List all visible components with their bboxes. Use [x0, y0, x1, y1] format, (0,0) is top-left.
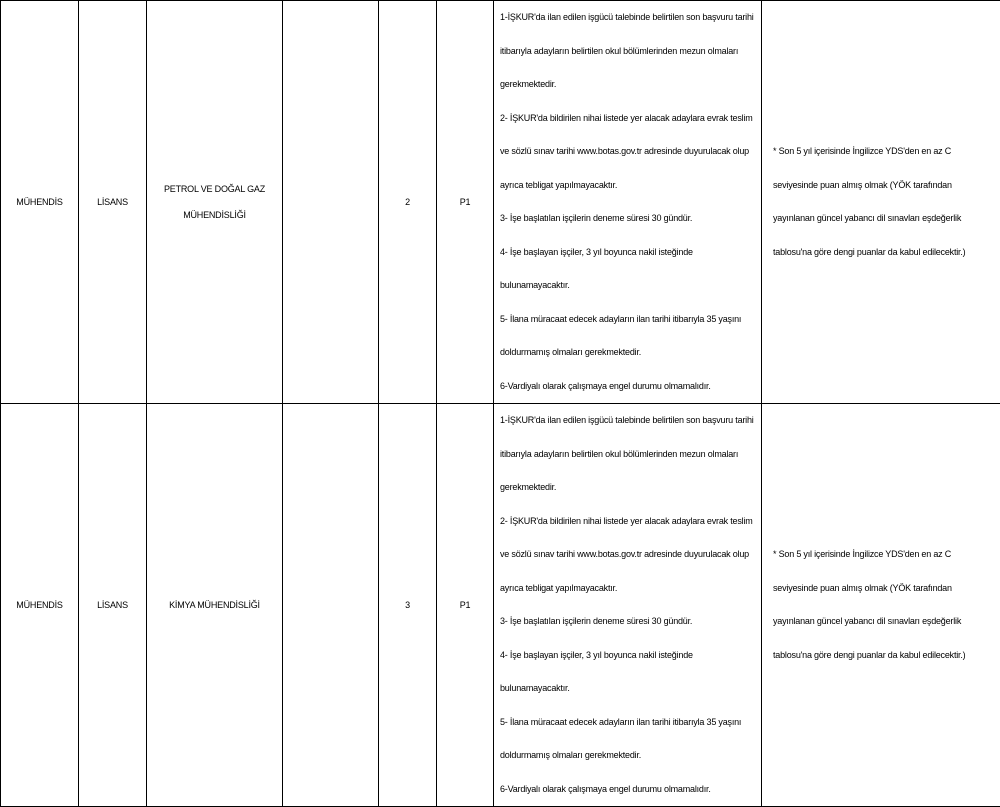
department-line: MÜHENDİSLİĞİ	[147, 202, 282, 228]
condition-line: 1-İŞKUR'da ilan edilen işgücü talebinde belirtilen son başvuru tarihi	[500, 404, 761, 438]
condition-line: 3- İşe başlatılan işçilerin deneme süresi 30 gündür.	[500, 605, 761, 639]
condition-line: ayrıca tebligat yapılmayacaktır.	[500, 572, 761, 606]
position-cell: MÜHENDİS	[1, 404, 79, 807]
conditions-cell	[494, 1, 762, 404]
department-cell	[147, 1, 283, 404]
score-type-cell: P1	[437, 404, 494, 807]
note-line: * Son 5 yıl içerisinde İngilizce YDS'den en az C	[773, 135, 1000, 169]
condition-line: itibarıyla adayların belirtilen okul bölümlerinden mezun olmaları	[500, 35, 761, 69]
table-row	[1, 404, 1000, 807]
empty-cell	[283, 404, 379, 807]
condition-line: 4- İşe başlayan işçiler, 3 yıl boyunca nakil isteğinde	[500, 639, 761, 673]
condition-line: itibarıyla adayların belirtilen okul bölümlerinden mezun olmaları	[500, 438, 761, 472]
condition-line: gerekmektedir.	[500, 471, 761, 505]
table-row	[1, 1, 1000, 404]
conditions-cell	[494, 404, 762, 807]
department-line: KİMYA MÜHENDİSLİĞİ	[147, 592, 282, 618]
note-line: yayınlanan güncel yabancı dil sınavları eşdeğerlik	[773, 202, 1000, 236]
degree-cell: LİSANS	[79, 1, 147, 404]
department-cell	[147, 404, 283, 807]
count-cell: 3	[379, 404, 437, 807]
degree-cell: LİSANS	[79, 404, 147, 807]
language-requirement-cell	[762, 404, 1000, 807]
condition-line: 6-Vardiyalı olarak çalışmaya engel durumu olmamalıdır.	[500, 773, 761, 807]
note-line: tablosu'na göre dengi puanlar da kabul edilecektir.)	[773, 639, 1000, 673]
department-line: PETROL VE DOĞAL GAZ	[147, 176, 282, 202]
condition-line: 4- İşe başlayan işçiler, 3 yıl boyunca nakil isteğinde	[500, 236, 761, 270]
note-line: seviyesinde puan almış olmak (YÖK tarafından	[773, 169, 1000, 203]
position-cell: MÜHENDİS	[1, 1, 79, 404]
language-requirement-cell	[762, 1, 1000, 404]
condition-line: ayrıca tebligat yapılmayacaktır.	[500, 169, 761, 203]
condition-line: bulunamayacaktır.	[500, 269, 761, 303]
condition-line: 5- İlana müracaat edecek adayların ilan tarihi itibarıyla 35 yaşını	[500, 706, 761, 740]
note-line: seviyesinde puan almış olmak (YÖK tarafından	[773, 572, 1000, 606]
condition-line: 3- İşe başlatılan işçilerin deneme süresi 30 gündür.	[500, 202, 761, 236]
condition-line: doldurmamış olmaları gerekmektedir.	[500, 739, 761, 773]
condition-line: 6-Vardiyalı olarak çalışmaya engel durumu olmamalıdır.	[500, 370, 761, 404]
count-cell: 2	[379, 1, 437, 404]
condition-line: 1-İŞKUR'da ilan edilen işgücü talebinde belirtilen son başvuru tarihi	[500, 1, 761, 35]
condition-line: ve sözlü sınav tarihi www.botas.gov.tr adresinde duyurulacak olup	[500, 538, 761, 572]
note-line: tablosu'na göre dengi puanlar da kabul edilecektir.)	[773, 236, 1000, 270]
condition-line: bulunamayacaktır.	[500, 672, 761, 706]
condition-line: gerekmektedir.	[500, 68, 761, 102]
score-type-cell: P1	[437, 1, 494, 404]
note-line: * Son 5 yıl içerisinde İngilizce YDS'den en az C	[773, 538, 1000, 572]
condition-line: ve sözlü sınav tarihi www.botas.gov.tr adresinde duyurulacak olup	[500, 135, 761, 169]
condition-line: 2- İŞKUR'da bildirilen nihai listede yer alacak adaylara evrak teslim	[500, 102, 761, 136]
note-line: yayınlanan güncel yabancı dil sınavları eşdeğerlik	[773, 605, 1000, 639]
condition-line: 5- İlana müracaat edecek adayların ilan tarihi itibarıyla 35 yaşını	[500, 303, 761, 337]
empty-cell	[283, 1, 379, 404]
condition-line: doldurmamış olmaları gerekmektedir.	[500, 336, 761, 370]
condition-line: 2- İŞKUR'da bildirilen nihai listede yer alacak adaylara evrak teslim	[500, 505, 761, 539]
